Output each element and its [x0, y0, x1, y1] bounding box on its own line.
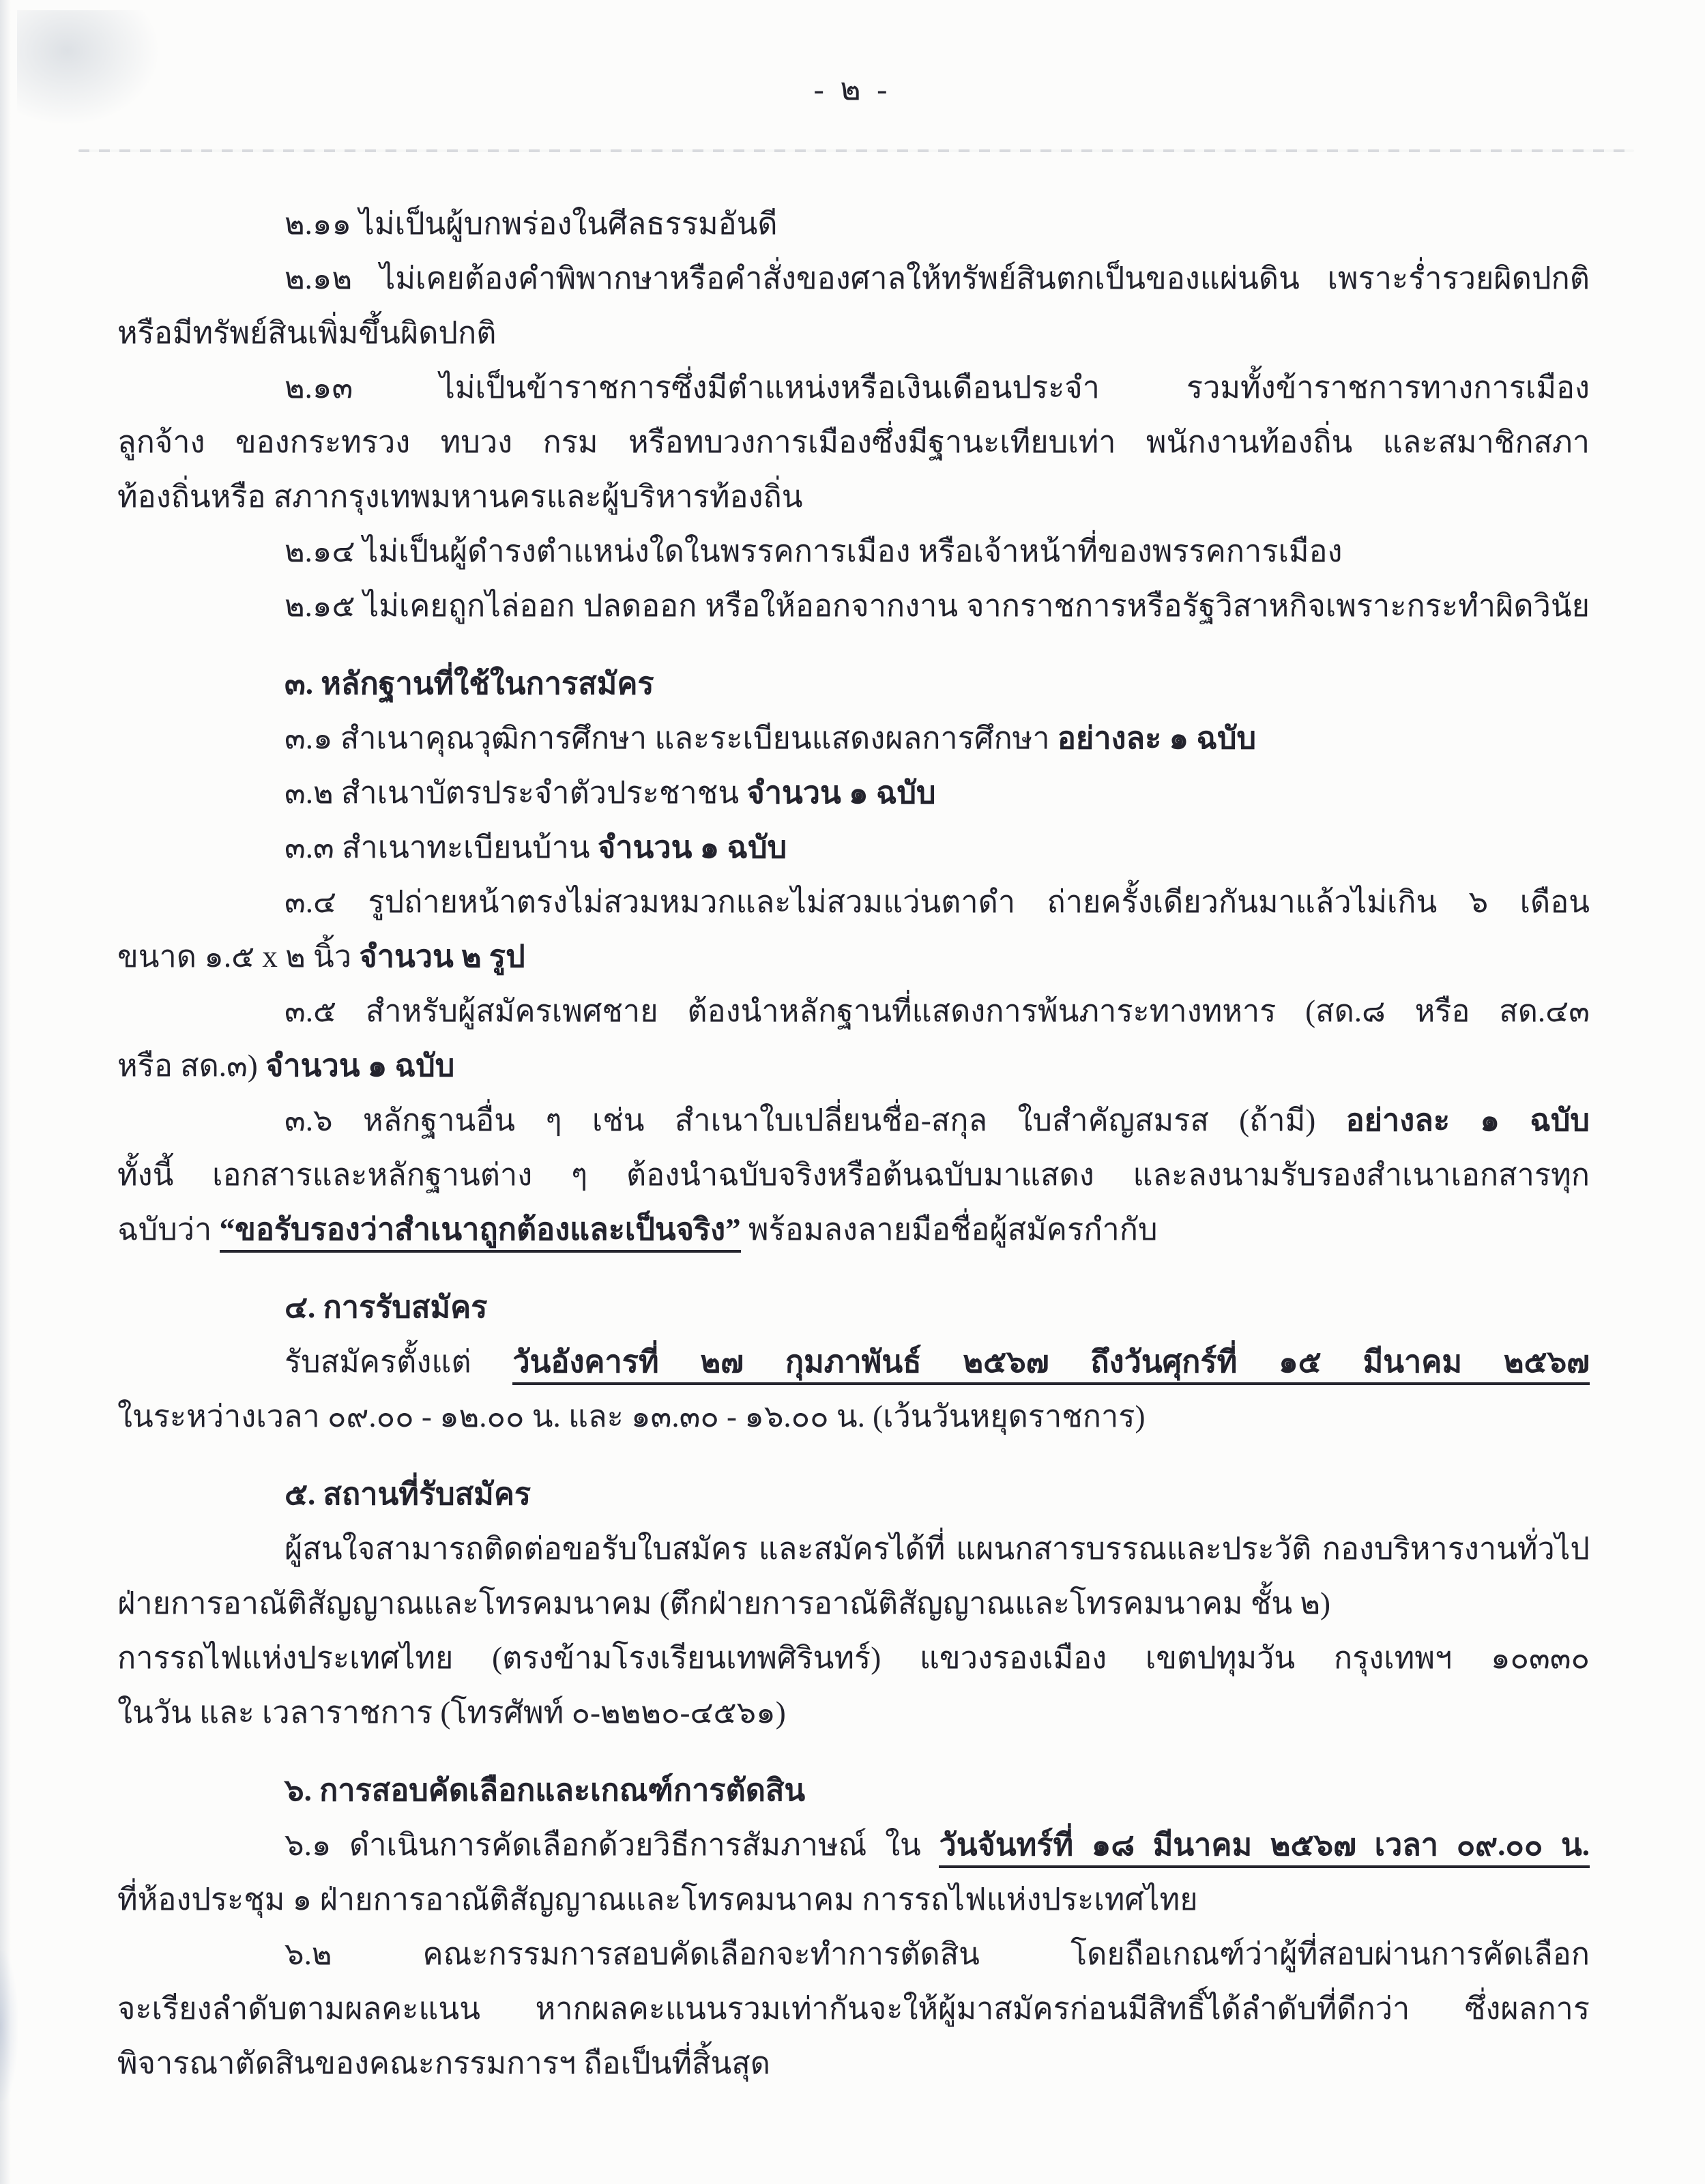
application-period-line-2: ในระหว่างเวลา ๐๙.๐๐ - ๑๒.๐๐ น. และ ๑๓.๓๐ - ๑๖.๐๐ น. (เว้นวันหยุดราชการ)	[117, 1399, 1146, 1433]
item-3-3-quantity: จำนวน ๑ ฉบับ	[597, 830, 787, 864]
item-2-15: ๒.๑๕ ไม่เคยถูกไล่ออก ปลดออก หรือให้ออกจากงาน จากราชการหรือรัฐวิสาหกิจเพราะกระทำผิดวินัย	[285, 589, 1590, 623]
venue-line-3: การรถไฟแห่งประเทศไทย (ตรงข้ามโรงเรียนเทพศิรินทร์) แขวงรองเมือง เขตปทุมวัน กรุงเทพฯ ๑๐๓๓๐	[117, 1641, 1590, 1675]
item-3-6-note-line-2	[117, 1202, 1590, 1257]
item-3-4-quantity: จำนวน ๒ รูป	[359, 940, 525, 974]
section-6-heading: ๖. การสอบคัดเลือกและเกณฑ์การตัดสิน	[285, 1773, 806, 1807]
venue-line-1: ผู้สนใจสามารถติดต่อขอรับใบสมัคร และสมัครได้ที่ แผนกสารบรรณและประวัติ กองบริหารงานทั่วไป	[285, 1532, 1590, 1566]
item-6-1-line-2: ที่ห้องประชุม ๑ ฝ่ายการอาณัติสัญญาณและโทรคมนาคม การรถไฟแห่งประเทศไทย	[117, 1882, 1198, 1917]
venue-line-4: ในวัน และ เวลาราชการ (โทรศัพท์ ๐-๒๒๒๐-๔๕๖๑)	[117, 1695, 786, 1730]
item-2-12-line-1: ๒.๑๒ ไม่เคยต้องคำพิพากษาหรือคำสั่งของศาลให้ทรัพย์สินตกเป็นของแผ่นดิน เพราะร่ำรวยผิดปกติ	[285, 261, 1590, 295]
item-3-4-line-2	[117, 929, 1590, 984]
document-body	[117, 196, 1590, 2091]
item-3-1	[117, 711, 1590, 766]
certify-suffix: พร้อมลงลายมือชื่อผู้สมัครกำกับ	[740, 1212, 1158, 1247]
item-6-2-line-1: ๖.๒ คณะกรรมการสอบคัดเลือกจะทำการตัดสิน โดยถือเกณฑ์ว่าผู้ที่สอบผ่านการคัดเลือก	[285, 1937, 1590, 1971]
item-3-5-line-2	[117, 1038, 1590, 1093]
item-3-6-line-1	[117, 1093, 1590, 1148]
item-2-12-line-2: หรือมีทรัพย์สินเพิ่มขึ้นผิดปกติ	[117, 316, 497, 350]
item-3-2-text: ๓.๒ สำเนาบัตรประจำตัวประชาชน	[285, 776, 747, 810]
item-3-5-line-1: ๓.๕ สำหรับผู้สมัครเพศชาย ต้องนำหลักฐานที่แสดงการพ้นภาระทางทหาร (สด.๘ หรือ สด.๔๓	[285, 994, 1590, 1028]
item-3-3-text: ๓.๓ สำเนาทะเบียนบ้าน	[285, 830, 598, 864]
item-3-4-line-1: ๓.๔ รูปถ่ายหน้าตรงไม่สวมหมวกและไม่สวมแว่นตาดำ ถ่ายครั้งเดียวกันมาแล้วไม่เกิน ๖ เดือน	[285, 885, 1590, 919]
application-period-dates: วันอังคารที่ ๒๗ กุมภาพันธ์ ๒๕๖๗ ถึงวันศุกร์ที่ ๑๕ มีนาคม ๒๕๖๗	[512, 1345, 1590, 1385]
item-3-2-quantity: จำนวน ๑ ฉบับ	[746, 776, 936, 810]
item-2-11: ๒.๑๑ ไม่เป็นผู้บกพร่องในศีลธรรมอันดี	[285, 207, 778, 241]
page-number: - ๒ -	[813, 72, 892, 106]
application-period-line-1	[117, 1335, 1590, 1389]
item-3-1-text: ๓.๑ สำเนาคุณวุฒิการศึกษา และระเบียนแสดงผลการศึกษา	[285, 721, 1058, 755]
scan-artifact-edge	[0, 0, 11, 2184]
section-3-heading: ๓. หลักฐานที่ใช้ในการสมัคร	[285, 667, 654, 701]
item-6-2-line-3: พิจารณาตัดสินของคณะกรรมการฯ ถือเป็นที่สิ้นสุด	[117, 2046, 770, 2080]
scan-artifact-streak	[78, 149, 1634, 152]
item-3-4-text: ขนาด ๑.๕ x ๒ นิ้ว	[117, 940, 360, 974]
section-5-heading: ๕. สถานที่รับสมัคร	[285, 1477, 531, 1511]
item-3-1-quantity: อย่างละ ๑ ฉบับ	[1057, 721, 1257, 755]
item-3-6-text: ๓.๖ หลักฐานอื่น ๆ เช่น สำเนาใบเปลี่ยนชื่อ-สกุล ใบสำคัญสมรส (ถ้ามี)	[285, 1103, 1346, 1137]
item-2-14: ๒.๑๔ ไม่เป็นผู้ดำรงตำแหน่งใดในพรรคการเมือง หรือเจ้าหน้าที่ของพรรคการเมือง	[285, 534, 1343, 568]
venue-line-2: ฝ่ายการอาณัติสัญญาณและโทรคมนาคม (ตึกฝ่ายการอาณัติสัญญาณและโทรคมนาคม ชั้น ๒)	[117, 1586, 1331, 1620]
application-period-prefix: รับสมัครตั้งแต่	[285, 1345, 513, 1379]
certify-statement: “ขอรับรองว่าสำเนาถูกต้องและเป็นจริง”	[220, 1212, 741, 1253]
item-3-5-text: หรือ สด.๓)	[117, 1049, 266, 1083]
item-3-2	[117, 766, 1590, 820]
item-3-3	[117, 820, 1590, 875]
item-6-1-line-1	[117, 1818, 1590, 1872]
certify-prefix: ฉบับว่า	[117, 1212, 220, 1247]
section-4-heading: ๔. การรับสมัคร	[285, 1290, 488, 1324]
interview-date: วันจันทร์ที่ ๑๘ มีนาคม ๒๕๖๗ เวลา ๐๙.๐๐ น.	[939, 1828, 1590, 1868]
item-3-6-quantity: อย่างละ ๑ ฉบับ	[1345, 1103, 1590, 1137]
item-3-5-quantity: จำนวน ๑ ฉบับ	[265, 1049, 455, 1083]
item-3-6-note-line-1: ทั้งนี้ เอกสารและหลักฐานต่าง ๆ ต้องนำฉบับจริงหรือต้นฉบับมาแสดง และลงนามรับรองสำเนาเอกสารทุก	[117, 1158, 1590, 1192]
interview-prefix: ๖.๑ ดำเนินการคัดเลือกด้วยวิธีการสัมภาษณ์ ใน	[285, 1828, 939, 1862]
item-2-13-line-3: ท้องถิ่นหรือ สภากรุงเทพมหานครและผู้บริหารท้องถิ่น	[117, 480, 803, 514]
item-2-13-line-1: ๒.๑๓ ไม่เป็นข้าราชการซึ่งมีตำแหน่งหรือเงินเดือนประจำ รวมทั้งข้าราชการทางการเมือง	[285, 370, 1590, 405]
item-6-2-line-2: จะเรียงลำดับตามผลคะแนน หากผลคะแนนรวมเท่ากันจะให้ผู้มาสมัครก่อนมีสิทธิ์ได้ลำดับที่ดีกว่า ซึ่งผลการ	[117, 1992, 1590, 2026]
scan-artifact-smudge	[0, 1951, 18, 2101]
item-2-13-line-2: ลูกจ้าง ของกระทรวง ทบวง กรม หรือทบวงการเมืองซึ่งมีฐานะเทียบเท่า พนักงานท้องถิ่น และสมาชิกสภา	[117, 425, 1590, 459]
